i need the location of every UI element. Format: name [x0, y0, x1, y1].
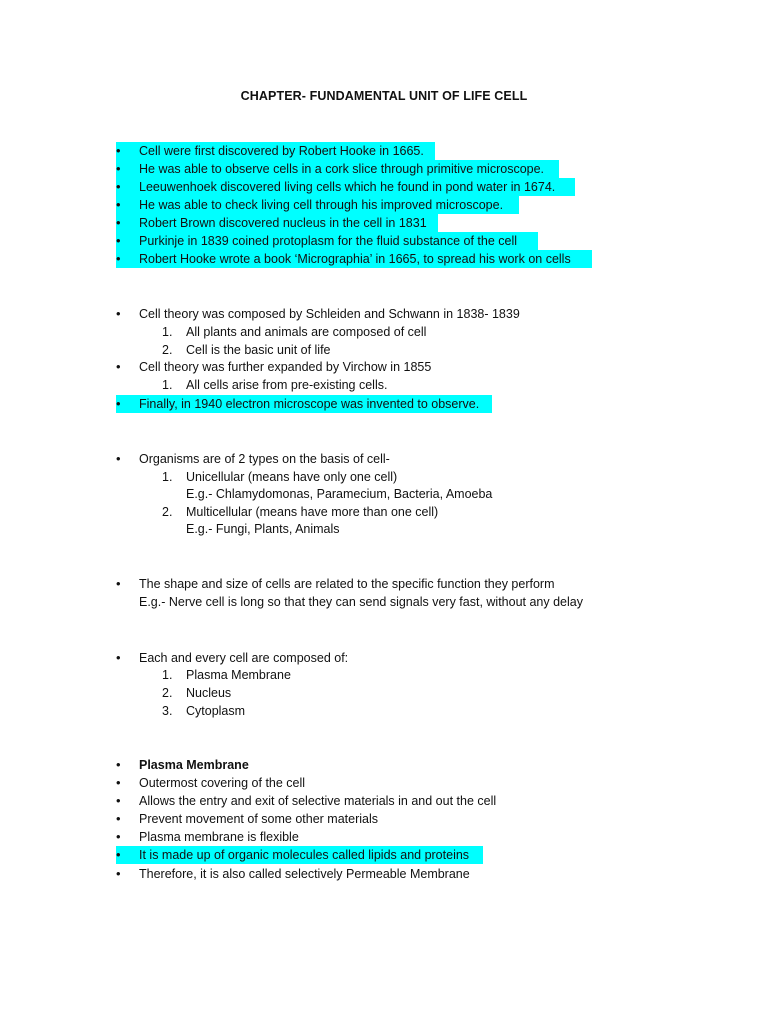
- bullet-icon: •: [116, 757, 121, 772]
- organisms-intro: Organisms are of 2 types on the basis of cell-: [139, 452, 390, 466]
- list-number: 2.: [162, 343, 173, 357]
- bullet-icon: •: [116, 251, 121, 266]
- bullet-icon: •: [116, 576, 121, 591]
- part-text: Plasma Membrane: [186, 668, 291, 682]
- history-text: Purkinje in 1839 coined protoplasm for the fluid substance of the cell: [139, 234, 518, 248]
- history-text: Cell were first discovered by Robert Hooke in 1665.: [139, 144, 424, 158]
- bullet-icon: •: [116, 811, 121, 826]
- trailing-period: .: [475, 397, 480, 411]
- point-text: It is made up of organic molecules called lipids and proteins: [139, 848, 470, 862]
- plasma-membrane-heading: Plasma Membrane: [139, 758, 249, 772]
- point-text: Plasma membrane is flexible: [139, 830, 299, 844]
- subitem-text: Cell is the basic unit of life: [186, 343, 331, 357]
- bullet-icon: •: [116, 306, 121, 321]
- history-text: Robert Hooke wrote a book ‘Micrographia’ in 1665, to spread his work on cells: [139, 252, 571, 266]
- bullet-icon: •: [116, 793, 121, 808]
- list-number: 2.: [162, 686, 173, 700]
- list-number: 2.: [162, 505, 173, 519]
- cell-theory-text: [139, 395, 479, 413]
- bullet-icon: •: [116, 396, 121, 411]
- list-number: 1.: [162, 668, 173, 682]
- point-text: Therefore, it is also called selectively Permeable Membrane: [139, 867, 470, 881]
- bullet-icon: •: [116, 359, 121, 374]
- bullet-icon: •: [116, 829, 121, 844]
- bullet-icon: •: [116, 847, 121, 862]
- point-text: Prevent movement of some other materials: [139, 812, 378, 826]
- composition-intro: Each and every cell are composed of:: [139, 651, 349, 665]
- part-text: Nucleus: [186, 686, 232, 700]
- highlighted-text: Finally, in 1940 electron microscope was invented to observe: [139, 397, 476, 411]
- point-text: Outermost covering of the cell: [139, 776, 306, 790]
- bullet-icon: •: [116, 650, 121, 665]
- shape-text: The shape and size of cells are related to the specific function they perform: [139, 577, 555, 591]
- organism-type-text: Unicellular (means have only one cell): [186, 470, 398, 484]
- bullet-icon: •: [116, 161, 121, 176]
- bullet-icon: •: [116, 143, 121, 158]
- shape-example: E.g.- Nerve cell is long so that they can send signals very fast, without any delay: [139, 595, 583, 609]
- organism-type-text: Multicellular (means have more than one cell): [186, 505, 439, 519]
- history-text: He was able to check living cell through his improved microscope.: [139, 198, 504, 212]
- subitem-text: All plants and animals are composed of cell: [186, 325, 427, 339]
- bullet-icon: •: [116, 451, 121, 466]
- subitem-text: All cells arise from pre-existing cells.: [186, 378, 388, 392]
- history-text: Leeuwenhoek discovered living cells which he found in pond water in 1674.: [139, 180, 556, 194]
- cell-theory-text: Cell theory was further expanded by Virchow in 1855: [139, 360, 432, 374]
- part-text: Cytoplasm: [186, 704, 246, 718]
- bullet-icon: •: [116, 775, 121, 790]
- history-text: Robert Brown discovered nucleus in the cell in 1831: [139, 216, 427, 230]
- organism-example: E.g.- Fungi, Plants, Animals: [186, 522, 340, 536]
- bullet-icon: •: [116, 866, 121, 881]
- bullet-icon: •: [116, 233, 121, 248]
- point-text: Allows the entry and exit of selective materials in and out the cell: [139, 794, 497, 808]
- page-title: CHAPTER- FUNDAMENTAL UNIT OF LIFE CELL: [240, 89, 528, 103]
- list-number: 1.: [162, 470, 173, 484]
- bullet-icon: •: [116, 215, 121, 230]
- history-text: He was able to observe cells in a cork slice through primitive microscope.: [139, 162, 545, 176]
- bullet-icon: •: [116, 179, 121, 194]
- list-number: 3.: [162, 704, 173, 718]
- list-number: 1.: [162, 325, 173, 339]
- list-number: 1.: [162, 378, 173, 392]
- organism-example: E.g.- Chlamydomonas, Paramecium, Bacteria, Amoeba: [186, 487, 493, 501]
- cell-theory-text: Cell theory was composed by Schleiden and Schwann in 1838- 1839: [139, 307, 520, 321]
- bullet-icon: •: [116, 197, 121, 212]
